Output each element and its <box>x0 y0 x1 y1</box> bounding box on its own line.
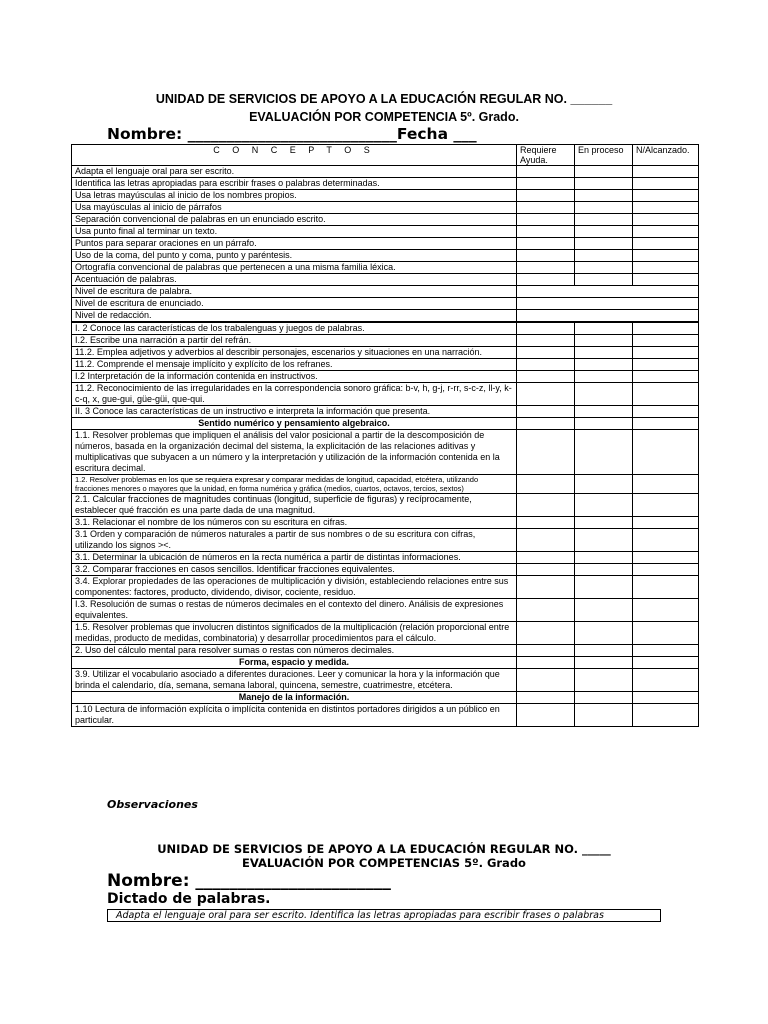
concept-cell: Nivel de escritura de palabra. <box>72 286 517 298</box>
dictado-box: Adapta el lenguaje oral para ser escrito. Identifica las letras apropiadas para escribir frases o palabras <box>107 909 661 922</box>
mark-cell-en-proceso[interactable] <box>575 599 633 622</box>
mark-cell-no-alcanzado[interactable] <box>633 274 699 286</box>
mark-cell-requiere-ayuda[interactable] <box>517 202 575 214</box>
mark-cell-requiere-ayuda[interactable] <box>517 383 575 406</box>
table-row <box>72 494 699 517</box>
table-row <box>72 599 699 622</box>
mark-cell-requiere-ayuda[interactable] <box>517 564 575 576</box>
concept-cell: Uso de la coma, del punto y coma, punto y paréntesis. <box>72 250 517 262</box>
mark-cell-en-proceso[interactable] <box>575 214 633 226</box>
concept-cell: Sentido numérico y pensamiento algebraico. <box>72 418 517 430</box>
concept-cell: 3.4. Explorar propiedades de las operaciones de multiplicación y división, estableciendo relaciones entre sus componentes: factores, producto, dividendo, divisor, cociente, residuo. <box>72 576 517 599</box>
mark-cell-requiere-ayuda[interactable] <box>517 190 575 202</box>
concept-cell: Identifica las letras apropiadas para escribir frases o palabras determinadas. <box>72 178 517 190</box>
mark-cell-requiere-ayuda[interactable] <box>517 214 575 226</box>
concept-cell: II. 3 Conoce las características de un instructivo e interpreta la información que presenta. <box>72 406 517 418</box>
table-row <box>72 576 699 599</box>
mark-cell-en-proceso[interactable] <box>575 359 633 371</box>
mark-cell-en-proceso[interactable] <box>575 517 633 529</box>
table-row <box>72 692 699 704</box>
mark-cell-requiere-ayuda[interactable] <box>517 669 575 692</box>
mark-cell-no-alcanzado[interactable] <box>633 250 699 262</box>
mark-cell-no-alcanzado[interactable] <box>633 576 699 599</box>
mark-cell-requiere-ayuda[interactable] <box>517 371 575 383</box>
mark-cell-no-alcanzado[interactable] <box>633 692 699 704</box>
concept-cell: 3.1. Determinar la ubicación de números en la recta numérica a partir de distintas informaciones. <box>72 552 517 564</box>
mark-cell-en-proceso[interactable] <box>575 645 633 657</box>
document-title: UNIDAD DE SERVICIOS DE APOYO A LA EDUCACIÓN REGULAR NO. ______ <box>155 92 613 106</box>
concept-cell: 11.2. Comprende el mensaje implícito y explícito de los refranes. <box>72 359 517 371</box>
merged-mark-cell[interactable] <box>517 286 699 298</box>
mark-cell-requiere-ayuda[interactable] <box>517 657 575 669</box>
table-row <box>72 406 699 418</box>
concept-cell: 3.1 Orden y comparación de números naturales a partir de sus nombres o de su escritura con cifras, utilizando los signos ><. <box>72 529 517 552</box>
concept-cell: Ortografía convencional de palabras que pertenecen a una misma familia léxica. <box>72 262 517 274</box>
concept-cell: I.3. Resolución de sumas o restas de números decimales en el contexto del dinero. Análisis de expresiones equivalentes. <box>72 599 517 622</box>
mark-cell-requiere-ayuda[interactable] <box>517 692 575 704</box>
mark-cell-no-alcanzado[interactable] <box>633 704 699 727</box>
mark-cell-no-alcanzado[interactable] <box>633 335 699 347</box>
mark-cell-en-proceso[interactable] <box>575 166 633 178</box>
concept-cell: Nivel de escritura de enunciado. <box>72 298 517 310</box>
mark-cell-no-alcanzado[interactable] <box>633 622 699 645</box>
concept-cell: I.2 Interpretación de la información contenida en instructivos. <box>72 371 517 383</box>
table-row <box>72 190 699 202</box>
table-row <box>72 286 699 298</box>
table-row <box>72 517 699 529</box>
mark-cell-no-alcanzado[interactable] <box>633 226 699 238</box>
concept-cell: Puntos para separar oraciones en un párrafo. <box>72 238 517 250</box>
table-row <box>72 347 699 359</box>
mark-cell-en-proceso[interactable] <box>575 202 633 214</box>
table-row <box>72 371 699 383</box>
mark-cell-no-alcanzado[interactable] <box>633 406 699 418</box>
mark-cell-requiere-ayuda[interactable] <box>517 622 575 645</box>
dictado-heading: Dictado de palabras. <box>107 891 271 907</box>
mark-cell-en-proceso[interactable] <box>575 226 633 238</box>
header-en-proceso: En proceso <box>575 145 633 166</box>
mark-cell-no-alcanzado[interactable] <box>633 322 699 335</box>
table-row <box>72 645 699 657</box>
mark-cell-no-alcanzado[interactable] <box>633 669 699 692</box>
mark-cell-requiere-ayuda[interactable] <box>517 475 575 494</box>
mark-cell-en-proceso[interactable] <box>575 178 633 190</box>
mark-cell-requiere-ayuda[interactable] <box>517 406 575 418</box>
mark-cell-no-alcanzado[interactable] <box>633 599 699 622</box>
mark-cell-en-proceso[interactable] <box>575 335 633 347</box>
table-row <box>72 622 699 645</box>
mark-cell-no-alcanzado[interactable] <box>633 178 699 190</box>
mark-cell-en-proceso[interactable] <box>575 274 633 286</box>
concept-cell: 11.2. Emplea adjetivos y adverbios al describir personajes, escenarios y situaciones en una narración. <box>72 347 517 359</box>
mark-cell-en-proceso[interactable] <box>575 657 633 669</box>
mark-cell-en-proceso[interactable] <box>575 494 633 517</box>
concept-cell: 1.5. Resolver problemas que involucren distintos significados de la multiplicación (relación proporcional entre medidas, producto de medidas, combinatoria) y desarrollar procedimientos para el cálculo. <box>72 622 517 645</box>
mark-cell-no-alcanzado[interactable] <box>633 166 699 178</box>
concept-cell: 1.10 Lectura de información explícita o implícita contenida en distintos portadores dirigidos a un público en particular. <box>72 704 517 727</box>
concept-cell: 3.9. Utilizar el vocabulario asociado a diferentes duraciones. Leer y comunicar la hora y la información que brinda el calendario, día, semana, semana laboral, quincena, semestre, cuatrimestre, etcétera. <box>72 669 517 692</box>
concept-cell: Separación convencional de palabras en un enunciado escrito. <box>72 214 517 226</box>
mark-cell-requiere-ayuda[interactable] <box>517 335 575 347</box>
table-row <box>72 166 699 178</box>
mark-cell-en-proceso[interactable] <box>575 347 633 359</box>
concept-cell: 3.1. Relacionar el nombre de los números con su escritura en cifras. <box>72 517 517 529</box>
mark-cell-no-alcanzado[interactable] <box>633 657 699 669</box>
mark-cell-en-proceso[interactable] <box>575 529 633 552</box>
mark-cell-requiere-ayuda[interactable] <box>517 359 575 371</box>
mark-cell-en-proceso[interactable] <box>575 552 633 564</box>
mark-cell-requiere-ayuda[interactable] <box>517 529 575 552</box>
mark-cell-requiere-ayuda[interactable] <box>517 262 575 274</box>
mark-cell-requiere-ayuda[interactable] <box>517 347 575 359</box>
table-row <box>72 564 699 576</box>
mark-cell-en-proceso[interactable] <box>575 406 633 418</box>
mark-cell-no-alcanzado[interactable] <box>633 359 699 371</box>
mark-cell-requiere-ayuda[interactable] <box>517 250 575 262</box>
concept-cell: 3.2. Comparar fracciones en casos sencillos. Identificar fracciones equivalentes. <box>72 564 517 576</box>
concept-cell: Adapta el lenguaje oral para ser escrito. <box>72 166 517 178</box>
mark-cell-no-alcanzado[interactable] <box>633 371 699 383</box>
mark-cell-en-proceso[interactable] <box>575 262 633 274</box>
mark-cell-en-proceso[interactable] <box>575 238 633 250</box>
name-date-line: Nombre: ___________________________Fecha ___ <box>107 125 477 143</box>
mark-cell-no-alcanzado[interactable] <box>633 202 699 214</box>
mark-cell-en-proceso[interactable] <box>575 383 633 406</box>
evaluation-table <box>71 144 699 727</box>
mark-cell-no-alcanzado[interactable] <box>633 645 699 657</box>
mark-cell-en-proceso[interactable] <box>575 371 633 383</box>
mark-cell-en-proceso[interactable] <box>575 622 633 645</box>
mark-cell-requiere-ayuda[interactable] <box>517 704 575 727</box>
table-row <box>72 274 699 286</box>
mark-cell-requiere-ayuda[interactable] <box>517 517 575 529</box>
mark-cell-no-alcanzado[interactable] <box>633 383 699 406</box>
table-body <box>72 166 699 727</box>
mark-cell-en-proceso[interactable] <box>575 692 633 704</box>
mark-cell-requiere-ayuda[interactable] <box>517 166 575 178</box>
table-row <box>72 178 699 190</box>
observaciones-label: Observaciones <box>107 798 198 811</box>
footer-title: UNIDAD DE SERVICIOS DE APOYO A LA EDUCACIÓN REGULAR NO. _____ <box>157 842 611 856</box>
concept-cell: Forma, espacio y medida. <box>72 657 517 669</box>
mark-cell-requiere-ayuda[interactable] <box>517 178 575 190</box>
table-row <box>72 430 699 475</box>
mark-cell-requiere-ayuda[interactable] <box>517 552 575 564</box>
table-row <box>72 669 699 692</box>
mark-cell-en-proceso[interactable] <box>575 190 633 202</box>
concept-cell: 1.2. Resolver problemas en los que se requiera expresar y comparar medidas de longitud, capacidad, etcétera, utilizando fracciones menores o mayores que la unidad, en forma numérica y gráfica (medios, cuartos, octavos, tercios, sextos) <box>72 475 517 494</box>
concept-cell: I.2. Escribe una narración a partir del refrán. <box>72 335 517 347</box>
merged-mark-cell[interactable] <box>517 310 699 323</box>
mark-cell-no-alcanzado[interactable] <box>633 529 699 552</box>
table-row <box>72 359 699 371</box>
mark-cell-no-alcanzado[interactable] <box>633 430 699 475</box>
mark-cell-requiere-ayuda[interactable] <box>517 645 575 657</box>
mark-cell-en-proceso[interactable] <box>575 322 633 335</box>
concept-cell: 2.1. Calcular fracciones de magnitudes continuas (longitud, superficie de figuras) y recíprocamente, establecer qué fracción es una parte dada de una magnitud. <box>72 494 517 517</box>
table-row <box>72 335 699 347</box>
table-row <box>72 238 699 250</box>
mark-cell-requiere-ayuda[interactable] <box>517 322 575 335</box>
mark-cell-requiere-ayuda[interactable] <box>517 599 575 622</box>
mark-cell-no-alcanzado[interactable] <box>633 214 699 226</box>
mark-cell-requiere-ayuda[interactable] <box>517 430 575 475</box>
mark-cell-requiere-ayuda[interactable] <box>517 238 575 250</box>
concept-cell: 11.2. Reconocimiento de las irregularidades en la correspondencia sonoro gráfica: b-v, h, g-j, r-rr, s-c-z, ll-y, k-c-q, x, gue-gui, güe-güi, que-qui. <box>72 383 517 406</box>
header-no-alcanzado: N/Alcanzado. <box>633 145 699 166</box>
table-row <box>72 552 699 564</box>
mark-cell-en-proceso[interactable] <box>575 564 633 576</box>
mark-cell-en-proceso[interactable] <box>575 250 633 262</box>
mark-cell-no-alcanzado[interactable] <box>633 475 699 494</box>
mark-cell-requiere-ayuda[interactable] <box>517 494 575 517</box>
mark-cell-no-alcanzado[interactable] <box>633 418 699 430</box>
table-row <box>72 298 699 310</box>
mark-cell-no-alcanzado[interactable] <box>633 494 699 517</box>
mark-cell-en-proceso[interactable] <box>575 430 633 475</box>
mark-cell-en-proceso[interactable] <box>575 475 633 494</box>
concept-cell: Usa punto final al terminar un texto. <box>72 226 517 238</box>
table-row <box>72 226 699 238</box>
table-row <box>72 214 699 226</box>
table-row <box>72 250 699 262</box>
table-row <box>72 322 699 335</box>
table-row <box>72 657 699 669</box>
concept-cell: Manejo de la información. <box>72 692 517 704</box>
concept-cell: 1.1. Resolver problemas que impliquen el análisis del valor posicional a partir de la descomposición de números, basada en la organización decimal del sistema, la explicitación de las relaciones aditivas y multiplicativas que subyacen a un número y la interpretación y utilización de la información contenida en la escritura decimal. <box>72 430 517 475</box>
mark-cell-en-proceso[interactable] <box>575 576 633 599</box>
table-row <box>72 418 699 430</box>
table-row <box>72 475 699 494</box>
mark-cell-no-alcanzado[interactable] <box>633 347 699 359</box>
header-conceptos: C O N C E P T O S <box>72 145 517 166</box>
concept-cell: Usa mayúsculas al inicio de párrafos <box>72 202 517 214</box>
mark-cell-no-alcanzado[interactable] <box>633 552 699 564</box>
concept-cell: I. 2 Conoce las características de los trabalenguas y juegos de palabras. <box>72 322 517 335</box>
table-row <box>72 202 699 214</box>
mark-cell-requiere-ayuda[interactable] <box>517 226 575 238</box>
table-row <box>72 529 699 552</box>
document-subtitle: EVALUACIÓN POR COMPETENCIA 5º. Grado. <box>249 110 519 124</box>
mark-cell-en-proceso[interactable] <box>575 704 633 727</box>
concept-cell: Acentuación de palabras. <box>72 274 517 286</box>
footer-name-line: Nombre: _______________________ <box>107 871 391 891</box>
header-requiere-ayuda: Requiere Ayuda. <box>517 145 575 166</box>
mark-cell-requiere-ayuda[interactable] <box>517 418 575 430</box>
mark-cell-no-alcanzado[interactable] <box>633 190 699 202</box>
mark-cell-en-proceso[interactable] <box>575 669 633 692</box>
mark-cell-no-alcanzado[interactable] <box>633 517 699 529</box>
table-header-row <box>72 145 699 166</box>
mark-cell-en-proceso[interactable] <box>575 418 633 430</box>
concept-cell: Usa letras mayúsculas al inicio de los nombres propios. <box>72 190 517 202</box>
merged-mark-cell[interactable] <box>517 298 699 310</box>
mark-cell-no-alcanzado[interactable] <box>633 262 699 274</box>
mark-cell-requiere-ayuda[interactable] <box>517 274 575 286</box>
table-row <box>72 310 699 323</box>
table-row <box>72 262 699 274</box>
mark-cell-no-alcanzado[interactable] <box>633 564 699 576</box>
concept-cell: Nivel de redacción. <box>72 310 517 323</box>
mark-cell-no-alcanzado[interactable] <box>633 238 699 250</box>
concept-cell: 2. Uso del cálculo mental para resolver sumas o restas con números decimales. <box>72 645 517 657</box>
footer-subtitle: EVALUACIÓN POR COMPETENCIAS 5º. Grado <box>242 856 526 870</box>
table-row <box>72 383 699 406</box>
mark-cell-requiere-ayuda[interactable] <box>517 576 575 599</box>
table-row <box>72 704 699 727</box>
